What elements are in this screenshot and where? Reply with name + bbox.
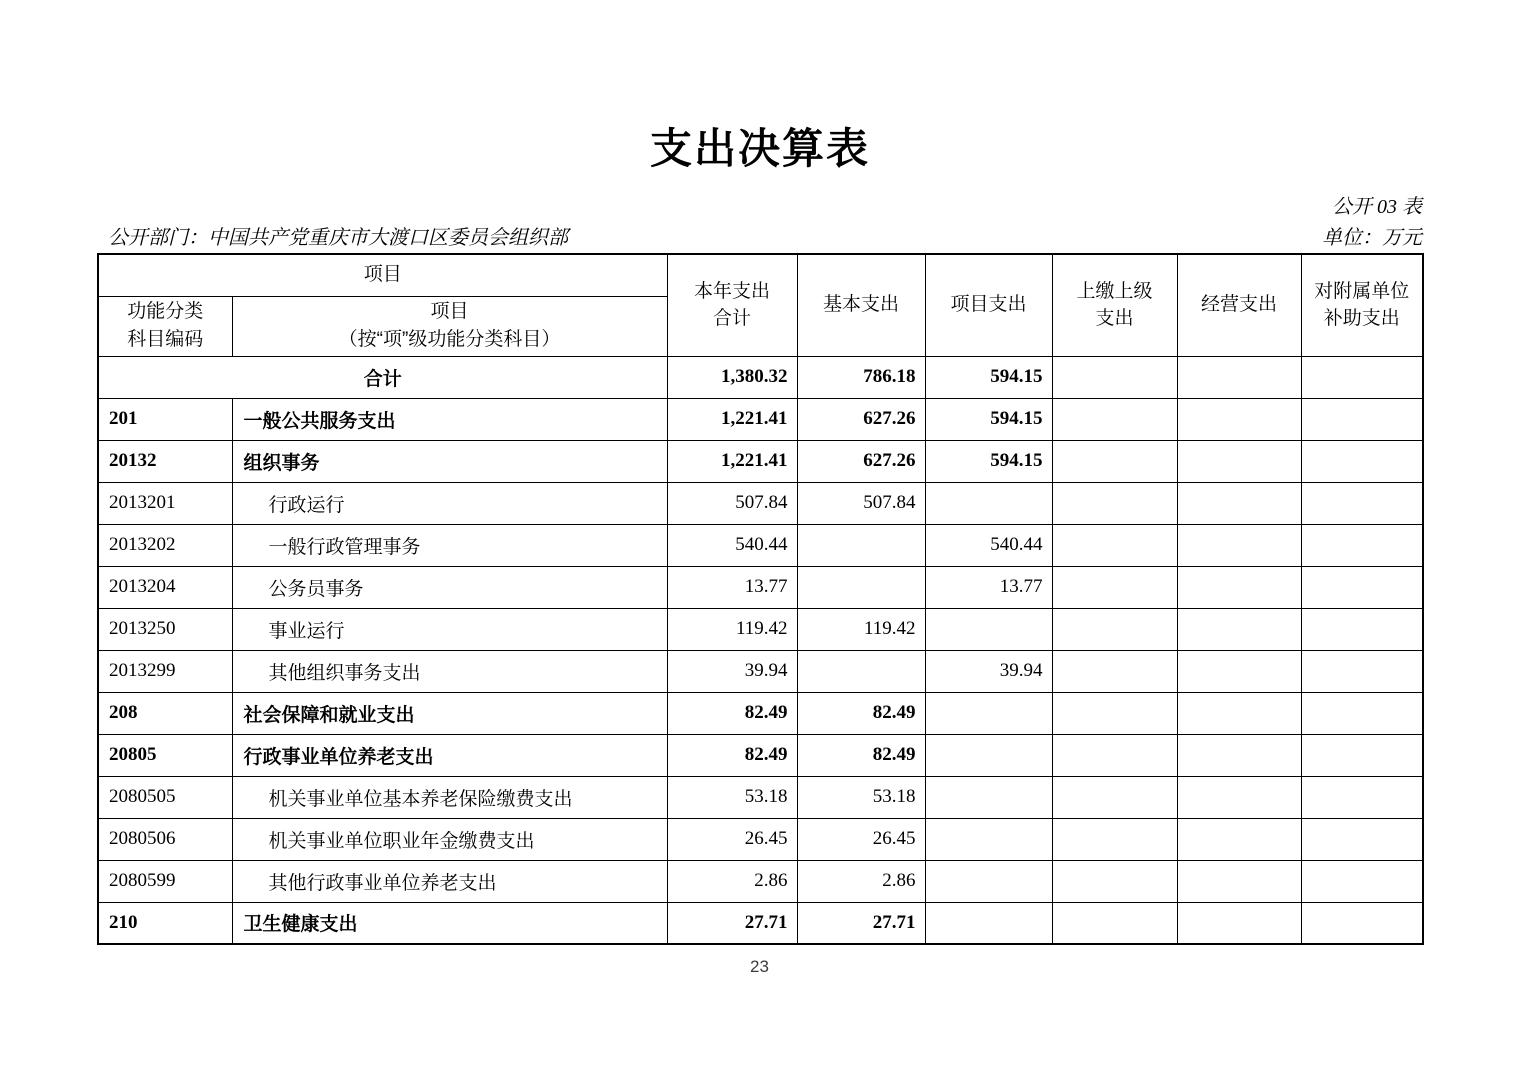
row-upper: [1052, 440, 1177, 482]
row-name: 其他组织事务支出: [232, 650, 667, 692]
row-upper: [1052, 692, 1177, 734]
row-operating: [1177, 440, 1301, 482]
row-upper: [1052, 776, 1177, 818]
row-name: 行政事业单位养老支出: [232, 734, 667, 776]
row-code: 210: [98, 902, 232, 944]
row-operating: [1177, 692, 1301, 734]
row-subsidy: [1301, 524, 1423, 566]
header-project-group-label: 项目: [363, 264, 402, 286]
row-basic: 2.86: [797, 860, 925, 902]
row-project: [925, 692, 1052, 734]
row-operating: [1177, 650, 1301, 692]
header-subsidy-col: [1301, 254, 1423, 356]
row-total: 13.77: [667, 566, 797, 608]
header-total-line2: 合计: [713, 308, 752, 330]
header-item-line1: 项目: [430, 301, 469, 323]
row-project: [925, 608, 1052, 650]
header-projectexp-line1: 项目支出: [950, 294, 1027, 316]
row-operating: [1177, 776, 1301, 818]
row-upper: [1052, 566, 1177, 608]
row-basic: 786.18: [797, 356, 925, 398]
row-total: 53.18: [667, 776, 797, 818]
row-upper: [1052, 482, 1177, 524]
row-project: 540.44: [925, 524, 1052, 566]
row-operating: [1177, 524, 1301, 566]
row-basic: 82.49: [797, 734, 925, 776]
row-total: 82.49: [667, 692, 797, 734]
row-total: 39.94: [667, 650, 797, 692]
table-code-label: 公开 03 表: [1332, 196, 1422, 218]
header-code-line1: 功能分类: [127, 301, 204, 323]
header-total-line1: 本年支出: [694, 280, 771, 302]
row-label: 合计: [98, 356, 667, 398]
table-row: [98, 356, 1423, 398]
row-name: 组织事务: [232, 440, 667, 482]
row-subsidy: [1301, 860, 1423, 902]
row-total: 1,221.41: [667, 398, 797, 440]
header-operating-line1: 经营支出: [1201, 294, 1278, 316]
row-subsidy: [1301, 482, 1423, 524]
header-code-col: [98, 296, 232, 356]
row-upper: [1052, 398, 1177, 440]
row-code: 2013204: [98, 566, 232, 608]
row-total: 119.42: [667, 608, 797, 650]
row-operating: [1177, 608, 1301, 650]
expenditure-table: [97, 253, 1424, 945]
row-total: 507.84: [667, 482, 797, 524]
row-code: 20132: [98, 440, 232, 482]
row-project: 594.15: [925, 398, 1052, 440]
row-subsidy: [1301, 692, 1423, 734]
row-basic: 507.84: [797, 482, 925, 524]
row-subsidy: [1301, 650, 1423, 692]
row-operating: [1177, 482, 1301, 524]
row-basic: 627.26: [797, 440, 925, 482]
row-operating: [1177, 398, 1301, 440]
table-row: [98, 398, 1423, 440]
row-subsidy: [1301, 818, 1423, 860]
row-name: 公务员事务: [232, 566, 667, 608]
row-name: 一般公共服务支出: [232, 398, 667, 440]
row-project: [925, 482, 1052, 524]
header-operating-col: [1177, 254, 1301, 356]
row-total: 1,380.32: [667, 356, 797, 398]
table-body: [98, 356, 1423, 944]
row-subsidy: [1301, 398, 1423, 440]
table-row: [98, 692, 1423, 734]
row-code: 20805: [98, 734, 232, 776]
page-number: 23: [750, 957, 769, 976]
row-code: 208: [98, 692, 232, 734]
row-upper: [1052, 860, 1177, 902]
row-name: 其他行政事业单位养老支出: [232, 860, 667, 902]
row-subsidy: [1301, 440, 1423, 482]
row-subsidy: [1301, 776, 1423, 818]
row-upper: [1052, 818, 1177, 860]
row-basic: 82.49: [797, 692, 925, 734]
row-upper: [1052, 902, 1177, 944]
row-total: 1,221.41: [667, 440, 797, 482]
header-upper-line1: 上缴上级: [1076, 280, 1153, 302]
table-row: [98, 860, 1423, 902]
row-operating: [1177, 902, 1301, 944]
row-name: 一般行政管理事务: [232, 524, 667, 566]
row-upper: [1052, 734, 1177, 776]
row-upper: [1052, 524, 1177, 566]
row-code: 2013201: [98, 482, 232, 524]
page-title: 支出决算表: [649, 125, 870, 172]
unit-label: 单位：万元: [1322, 227, 1422, 249]
row-total: 540.44: [667, 524, 797, 566]
header-project-group: [98, 254, 667, 296]
row-subsidy: [1301, 734, 1423, 776]
header-code-line2: 科目编码: [127, 329, 204, 350]
row-basic: 627.26: [797, 398, 925, 440]
header-basic-line1: 基本支出: [823, 294, 900, 316]
row-project: [925, 860, 1052, 902]
row-name: 机关事业单位基本养老保险缴费支出: [232, 776, 667, 818]
row-basic: [797, 524, 925, 566]
row-total: 27.71: [667, 902, 797, 944]
table-row: [98, 734, 1423, 776]
row-total: 82.49: [667, 734, 797, 776]
table-row: [98, 440, 1423, 482]
row-name: 机关事业单位职业年金缴费支出: [232, 818, 667, 860]
header-item-line2: （按“项”级功能分类科目）: [338, 329, 561, 350]
table-row: [98, 524, 1423, 566]
row-basic: [797, 650, 925, 692]
header-subsidy-line2: 补助支出: [1323, 308, 1400, 330]
row-basic: [797, 566, 925, 608]
row-operating: [1177, 356, 1301, 398]
row-project: 594.15: [925, 356, 1052, 398]
table-row: [98, 818, 1423, 860]
row-project: [925, 902, 1052, 944]
row-code: 201: [98, 398, 232, 440]
row-upper: [1052, 650, 1177, 692]
header-basic-col: [797, 254, 925, 356]
row-name: 社会保障和就业支出: [232, 692, 667, 734]
row-subsidy: [1301, 356, 1423, 398]
row-project: [925, 734, 1052, 776]
row-basic: 26.45: [797, 818, 925, 860]
row-total: 26.45: [667, 818, 797, 860]
row-subsidy: [1301, 566, 1423, 608]
row-project: [925, 818, 1052, 860]
header-projectexp-col: [925, 254, 1052, 356]
table-row: [98, 608, 1423, 650]
header-subsidy-line1: 对附属单位: [1314, 280, 1410, 302]
row-basic: 27.71: [797, 902, 925, 944]
row-basic: 53.18: [797, 776, 925, 818]
row-name: 卫生健康支出: [232, 902, 667, 944]
row-name: 行政运行: [232, 482, 667, 524]
row-total: 2.86: [667, 860, 797, 902]
row-name: 事业运行: [232, 608, 667, 650]
row-subsidy: [1301, 608, 1423, 650]
row-code: 2080506: [98, 818, 232, 860]
department-label: 公开部门：中国共产党重庆市大渡口区委员会组织部: [108, 227, 568, 249]
row-code: 2013202: [98, 524, 232, 566]
row-project: [925, 776, 1052, 818]
row-project: 13.77: [925, 566, 1052, 608]
row-code: 2013299: [98, 650, 232, 692]
row-operating: [1177, 566, 1301, 608]
header-total-col: [667, 254, 797, 356]
header-upper-line2: 支出: [1095, 308, 1134, 330]
row-basic: 119.42: [797, 608, 925, 650]
header-upper-col: [1052, 254, 1177, 356]
row-code: 2080599: [98, 860, 232, 902]
row-subsidy: [1301, 902, 1423, 944]
table-row: [98, 482, 1423, 524]
row-code: 2013250: [98, 608, 232, 650]
meta-row: [108, 221, 1422, 250]
row-project: 39.94: [925, 650, 1052, 692]
row-operating: [1177, 734, 1301, 776]
row-code: 2080505: [98, 776, 232, 818]
row-upper: [1052, 356, 1177, 398]
row-operating: [1177, 860, 1301, 902]
table-row: [98, 776, 1423, 818]
table-row: [98, 650, 1423, 692]
table-row: [98, 566, 1423, 608]
row-upper: [1052, 608, 1177, 650]
row-operating: [1177, 818, 1301, 860]
table-row: [98, 902, 1423, 944]
row-project: 594.15: [925, 440, 1052, 482]
header-item-col: [232, 296, 667, 356]
